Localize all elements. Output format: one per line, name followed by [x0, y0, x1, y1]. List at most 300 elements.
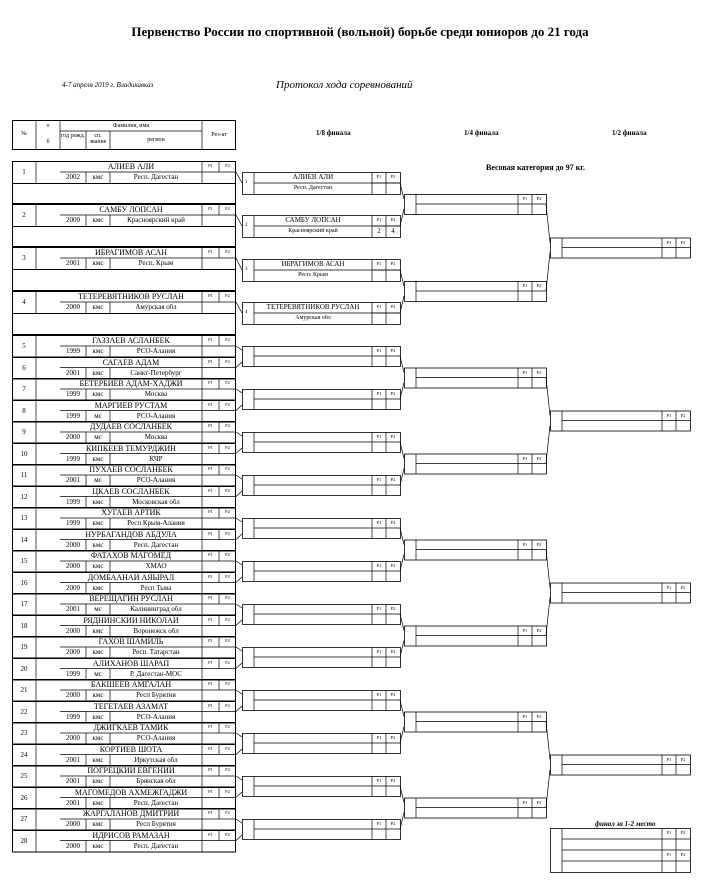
bracket-line	[236, 776, 242, 780]
athlete-number: 4	[22, 298, 26, 306]
result-p1-label: P1	[208, 724, 213, 729]
bracket-box	[13, 227, 236, 247]
r16-empty-p2-label: P2	[390, 735, 396, 740]
header-region: регион	[147, 137, 165, 143]
result-p1-label: P1	[208, 206, 213, 211]
bracket-line	[546, 204, 550, 243]
r16-region: Амурская обл	[295, 315, 331, 321]
bracket-line	[236, 819, 242, 823]
r16-number: 2	[245, 223, 248, 228]
athlete-birth-year: 2001	[66, 778, 80, 785]
athlete-number: 20	[20, 664, 28, 673]
r16-empty-p2-label: P2	[390, 778, 396, 783]
r16-p1-label: P1	[376, 261, 382, 266]
bracket-line	[236, 518, 242, 522]
round-header-qf: 1/4 финала	[464, 129, 499, 137]
athlete-number: 13	[20, 514, 28, 522]
result-p2-label: P2	[225, 380, 230, 385]
athlete-rank: кмс	[92, 455, 104, 463]
result-p2-label: P2	[225, 573, 230, 579]
r16-empty-p2-label: P2	[390, 692, 396, 697]
result-p2-label: P2	[225, 358, 230, 364]
bracket-line	[236, 346, 242, 350]
r16-empty-p1-label: P1	[376, 391, 382, 396]
bracket-line	[236, 432, 242, 436]
bracket-line	[236, 475, 242, 479]
result-p2-label: P2	[225, 745, 230, 751]
athlete-rank: кмс	[92, 735, 104, 742]
athlete-number: 25	[20, 772, 28, 780]
result-p2-label: P2	[225, 163, 230, 168]
athlete-rank: кмс	[92, 217, 104, 224]
bracket-line	[236, 561, 242, 565]
r16-number: 3	[245, 267, 248, 272]
qf-p1-label: P1	[522, 283, 528, 288]
r16-number: 1	[245, 180, 248, 185]
athlete-name: ЦКАЕВ СОСЛАНБЕК	[92, 487, 170, 496]
result-p2-label: P2	[225, 530, 230, 536]
athlete-rank: кмс	[92, 174, 104, 181]
athlete-number: 7	[22, 385, 26, 393]
athlete-rank: кмс	[92, 369, 104, 377]
bracket-line	[236, 534, 242, 540]
athlete-number: 28	[20, 836, 28, 845]
sf-p2-label: P2	[680, 239, 686, 245]
header-rank: сп. звание	[89, 133, 107, 145]
athlete-birth-year: 2000	[66, 434, 80, 441]
r16-region: Респ. Крым	[298, 272, 328, 278]
athlete-number: 21	[20, 686, 28, 694]
result-p1-label: P1	[208, 552, 213, 557]
athlete-birth-year: 2000	[66, 304, 80, 311]
result-p2-label: P2	[225, 788, 230, 794]
athlete-region: Брянская обл	[136, 778, 176, 785]
r16-p2-label: P2	[390, 261, 396, 266]
r16-p1-label: P1	[376, 304, 382, 309]
r16-name: ИБРАГИМОВ АСАН	[281, 261, 345, 268]
athlete-number: 5	[22, 342, 26, 350]
bracket-box	[13, 270, 236, 291]
result-p1-label: P1	[208, 681, 213, 686]
final-p1-label: P1	[666, 830, 672, 835]
athlete-birth-year: 1999	[66, 455, 80, 463]
result-p1-label: P1	[208, 293, 213, 298]
result-p1-label: P1	[208, 788, 213, 794]
result-p1-label: P1	[208, 423, 213, 428]
athlete-number: 15	[20, 557, 28, 565]
bracket-line	[236, 448, 242, 454]
r16-empty-p1-label: P1	[376, 735, 382, 740]
result-p2-label: P2	[225, 659, 230, 665]
r16-region: Респ. Дагестан	[293, 185, 333, 191]
athlete-birth-year: 2001	[66, 606, 80, 613]
sf-p2-label: P2	[680, 584, 686, 590]
athlete-region: Респ. Дагестан	[133, 842, 179, 850]
athlete-rank: кмс	[92, 778, 104, 785]
r16-empty-p1-label: P1	[376, 692, 382, 697]
athlete-region: Воронежск обл	[133, 627, 179, 635]
athlete-rank: кмс	[92, 756, 104, 764]
athlete-region: Р. Дагестан-МОС	[130, 670, 182, 678]
bracket-line	[236, 690, 242, 694]
result-p1-label: P1	[208, 487, 213, 493]
r16-p2-label: P2	[390, 217, 396, 222]
sf-p2-label: P2	[680, 412, 686, 418]
athlete-name: ФАТАХОВ МАГОМЕД	[90, 552, 172, 560]
result-p1-label: P1	[208, 509, 213, 514]
athlete-region: Москва	[144, 434, 168, 441]
result-p1-label: P1	[208, 337, 213, 342]
athlete-number: 14	[20, 535, 28, 544]
athlete-rank: кмс	[92, 304, 104, 311]
result-p1-label: P1	[208, 380, 213, 385]
header-surname-name: Фамилия, имя	[112, 123, 150, 129]
athlete-region: Респ. Татарстан	[132, 649, 180, 656]
r16-empty-p1-label: P1	[376, 821, 382, 826]
header-o: о	[46, 123, 50, 129]
r16-number: 4	[245, 310, 248, 315]
r16-empty-p2-label: P2	[390, 606, 396, 611]
result-p2-label: P2	[225, 616, 230, 622]
athlete-number: 12	[20, 492, 28, 501]
athlete-number: 16	[20, 578, 28, 587]
athlete-rank: кмс	[92, 584, 104, 592]
r16-empty-p2-label: P2	[390, 563, 396, 568]
r16-score-p2: 4	[391, 228, 395, 235]
r16-empty-p1-label: P1	[376, 520, 382, 525]
athlete-name: ВЕРЕЩАГИН РУСЛАН	[89, 595, 173, 603]
result-p2-label: P2	[225, 487, 230, 493]
athlete-region: Красноярский край	[127, 217, 185, 224]
bracket-line	[236, 577, 242, 583]
result-p1-label: P1	[208, 466, 213, 471]
athlete-number: 18	[20, 621, 28, 630]
athlete-name: ДЖИГКАЕВ ТАМИК	[93, 724, 169, 732]
bracket-line	[236, 835, 242, 841]
bracket-line	[236, 620, 242, 626]
bracket-line	[236, 663, 242, 669]
r16-empty-p1-label: P1	[376, 606, 382, 611]
r16-name: САМБУ ЛОПСАН	[285, 217, 341, 224]
athlete-region: РСО-Алания	[136, 735, 176, 742]
athlete-region: РСО-Алания	[136, 477, 176, 484]
bracket-box	[13, 314, 236, 335]
qf-p1-label: P1	[522, 713, 528, 719]
athlete-birth-year: 2002	[66, 174, 80, 181]
r16-region: Красноярский край	[288, 228, 338, 234]
result-p1-label: P1	[208, 767, 213, 772]
result-p1-label: P1	[208, 358, 213, 364]
athlete-name: ДОМБААНАЙ АЯЫРАЛ	[87, 573, 175, 582]
r16-name: ТЕТЕРЕВЯТНИКОВ РУСЛАН	[266, 304, 360, 311]
athlete-number: 3	[22, 254, 26, 262]
page-title: Первенство России по спортивной (вольной) борьбе среди юниоров до 21 года	[131, 24, 589, 39]
athlete-number: 23	[20, 729, 28, 737]
bracket-line	[236, 215, 242, 226]
athlete-region: Респ Тыва	[140, 584, 172, 592]
r16-empty-p1-label: P1	[376, 348, 382, 353]
qf-p1-label: P1	[522, 369, 528, 375]
bracket-line	[546, 598, 550, 636]
athlete-rank: кмс	[92, 842, 104, 850]
bracket-line	[546, 426, 550, 464]
athlete-region: Санкт-Петербург	[130, 369, 182, 377]
protocol-title: Протокол хода соревнований	[276, 79, 413, 91]
athlete-number: 10	[20, 449, 28, 458]
athlete-birth-year: 2000	[66, 735, 80, 742]
athlete-region: РСО-Алания	[136, 412, 176, 420]
header-birth-year: год рожд.	[60, 133, 86, 139]
athlete-number: 22	[20, 707, 28, 716]
athlete-name: РЯДНИНСКИЙ НИКОЛАЙ	[83, 616, 179, 625]
bracket-line	[236, 604, 242, 608]
result-p2-label: P2	[225, 401, 230, 407]
result-p1-label: P1	[208, 401, 213, 407]
athlete-rank: кмс	[92, 498, 104, 506]
athlete-birth-year: 1999	[66, 713, 80, 721]
r16-p2-label: P2	[390, 304, 396, 309]
result-p2-label: P2	[225, 337, 230, 342]
athlete-number: 8	[22, 406, 26, 415]
athlete-rank: мс	[94, 477, 102, 484]
athlete-region: Калининград обл	[130, 606, 182, 613]
r16-score-p1: 2	[377, 228, 381, 235]
athlete-region: Респ. Дагестан	[133, 174, 179, 181]
r16-empty-p2-label: P2	[390, 391, 396, 396]
r16-empty-p2-label: P2	[390, 649, 396, 654]
result-p2-label: P2	[225, 767, 230, 772]
athlete-rank: кмс	[92, 391, 104, 398]
bracket-line	[546, 378, 550, 416]
sf-p1-label: P1	[666, 412, 672, 418]
r16-empty-p2-label: P2	[390, 821, 396, 826]
result-p1-label: P1	[208, 595, 213, 600]
athlete-number: 9	[22, 428, 26, 436]
r16-p1-label: P1	[376, 174, 382, 179]
bracket-line	[236, 362, 242, 368]
athlete-name: АЛИЕВ АЛИ	[107, 163, 155, 171]
athlete-rank: кмс	[92, 649, 104, 656]
bracket-line	[546, 770, 550, 808]
bracket-line	[546, 550, 550, 588]
r16-empty-p1-label: P1	[376, 778, 382, 783]
athlete-birth-year: 2000	[66, 842, 80, 850]
athlete-rank: кмс	[92, 260, 104, 267]
athlete-birth-year: 2001	[66, 477, 80, 484]
athlete-region: Респ. Дагестан	[133, 541, 179, 549]
athlete-region: РСО-Алания	[136, 348, 176, 355]
result-p1-label: P1	[208, 444, 213, 450]
athlete-birth-year: 2000	[66, 692, 80, 699]
result-p2-label: P2	[225, 552, 230, 557]
athlete-region: Иркутская обл	[134, 756, 178, 764]
r16-empty-p1-label: P1	[376, 563, 382, 568]
qf-p2-label: P2	[536, 627, 542, 633]
result-p2-label: P2	[225, 249, 230, 254]
athlete-region: Московская обл	[132, 498, 180, 506]
athlete-rank: мс	[94, 434, 102, 441]
athlete-rank: мс	[94, 670, 102, 678]
athlete-rank: кмс	[92, 821, 104, 828]
qf-p2-label: P2	[536, 799, 542, 805]
athlete-birth-year: 1999	[66, 498, 80, 506]
bracket-line	[236, 706, 242, 712]
result-p1-label: P1	[208, 745, 213, 751]
athlete-name: САГАЕВ АДАМ	[102, 358, 160, 367]
result-p2-label: P2	[225, 702, 230, 708]
bracket-box	[13, 184, 236, 204]
sf-p2-label: P2	[680, 756, 686, 762]
athlete-rank: кмс	[92, 348, 104, 355]
athlete-rank: кмс	[92, 692, 104, 699]
athlete-birth-year: 1999	[66, 670, 80, 678]
result-p1-label: P1	[208, 530, 213, 536]
athlete-name: АЛИХАНОВ ШАРАП	[92, 659, 170, 668]
bracket-line	[546, 722, 550, 760]
result-p1-label: P1	[208, 163, 213, 168]
r16-empty-p2-label: P2	[390, 520, 396, 525]
result-p2-label: P2	[225, 724, 230, 729]
sf-p1-label: P1	[666, 756, 672, 762]
athlete-rank: кмс	[92, 799, 104, 807]
athlete-number: 6	[22, 363, 26, 372]
r16-empty-p1-label: P1	[376, 649, 382, 654]
qf-p1-label: P1	[522, 455, 528, 461]
athlete-name: ГАЗЗАЕВ АСЛАНБЕК	[92, 337, 170, 345]
athlete-number: 27	[20, 815, 28, 823]
r16-empty-p2-label: P2	[390, 477, 396, 482]
athlete-name: САМБУ ЛОПСАН	[99, 206, 163, 214]
athlete-birth-year: 2000	[66, 217, 80, 224]
qf-p2-label: P2	[536, 369, 542, 375]
athlete-number: 11	[20, 471, 28, 479]
athlete-rank: кмс	[92, 541, 104, 549]
athlete-name: БАКШЕЕВ АМГАЛАН	[90, 681, 172, 689]
bracket-line	[236, 405, 242, 411]
athlete-birth-year: 1999	[66, 412, 80, 420]
athlete-birth-year: 2001	[66, 260, 80, 267]
bracket-line	[236, 491, 242, 497]
bracket-line	[236, 258, 242, 270]
final-p2-label-2: P2	[680, 852, 686, 857]
athlete-birth-year: 2000	[66, 627, 80, 635]
bracket-line	[236, 647, 242, 651]
athlete-rank: кмс	[92, 713, 104, 721]
athlete-birth-year: 2000	[66, 563, 80, 570]
r16-empty-p2-label: P2	[390, 434, 396, 439]
date-location: 4-7 апреля 2019 г. Владикавказ	[62, 81, 154, 89]
athlete-region: Респ. Дагестан	[133, 799, 179, 807]
athlete-name: НУРБАГАНДОВ АБДУЛА	[85, 530, 177, 539]
qf-p2-label: P2	[536, 455, 542, 461]
result-p2-label: P2	[225, 444, 230, 450]
bracket-line	[236, 172, 242, 183]
athlete-birth-year: 1999	[66, 391, 80, 398]
bracket-line	[236, 389, 242, 393]
result-p1-label: P1	[208, 810, 213, 815]
bracket-line	[236, 302, 242, 313]
athlete-name: ТЕТЕРЕВЯТНИКОВ РУСЛАН	[78, 293, 184, 301]
athlete-number: 19	[20, 643, 28, 651]
r16-empty-p2-label: P2	[390, 348, 396, 353]
qf-p1-label: P1	[522, 627, 528, 633]
bracket-line	[546, 253, 550, 292]
athlete-name: ПОГРЕЦКИЙ ЕВГЕНИЙ	[87, 767, 175, 775]
header-b: б	[46, 139, 50, 145]
sf-p1-label: P1	[666, 584, 672, 590]
athlete-name: МАГОМЕДОВ АХМЕЖГАДЖИ	[74, 788, 188, 797]
athlete-region: КЧР	[149, 455, 163, 463]
result-p2-label: P2	[225, 293, 230, 298]
final-p2-label: P2	[680, 830, 686, 835]
result-p2-label: P2	[225, 206, 230, 211]
athlete-rank: кмс	[92, 627, 104, 635]
athlete-region: РСО-Алания	[136, 713, 176, 721]
qf-p1-label: P1	[522, 799, 528, 805]
qf-p1-label: P1	[522, 196, 528, 201]
athlete-name: ИДРИСОВ РАМАЗАН	[92, 831, 170, 840]
qf-p2-label: P2	[536, 713, 542, 719]
bracket-line	[236, 733, 242, 737]
header-no: №	[21, 131, 27, 137]
athlete-number: 24	[20, 750, 28, 759]
athlete-region: Респ Бурятия	[136, 821, 176, 828]
r16-empty-p1-label: P1	[376, 434, 382, 439]
sf-p1-label: P1	[666, 239, 672, 245]
final-label: финал за 1-2 место	[595, 820, 656, 828]
athlete-birth-year: 1999	[66, 348, 80, 355]
athlete-birth-year: 2000	[66, 584, 80, 592]
athlete-birth-year: 2000	[66, 649, 80, 656]
athlete-region: Респ Крым-Алания	[127, 520, 185, 527]
athlete-number: 26	[20, 793, 28, 802]
athlete-name: ЖАРГАЛАНОВ ДМИТРИЙ	[82, 810, 180, 818]
result-p1-label: P1	[208, 638, 213, 643]
athlete-name: МАРГИЕВ РУСТАМ	[94, 401, 168, 410]
result-p2-label: P2	[225, 638, 230, 643]
athlete-rank: мс	[94, 412, 102, 420]
result-p2-label: P2	[225, 681, 230, 686]
result-p2-label: P2	[225, 509, 230, 514]
result-p2-label: P2	[225, 423, 230, 428]
athlete-rank: кмс	[92, 520, 104, 527]
round-header-r16: 1/8 финала	[316, 129, 351, 137]
athlete-region: Респ Бурятия	[136, 692, 176, 699]
r16-p1-label: P1	[376, 217, 382, 222]
result-p1-label: P1	[208, 573, 213, 579]
athlete-birth-year: 2000	[66, 821, 80, 828]
athlete-birth-year: 2000	[66, 541, 80, 549]
athlete-number: 1	[22, 168, 26, 176]
result-p1-label: P1	[208, 659, 213, 665]
athlete-name: КОРТИЕВ ШОТА	[99, 745, 163, 754]
result-p1-label: P1	[208, 702, 213, 708]
result-p2-label: P2	[225, 831, 230, 837]
athlete-rank: кмс	[92, 563, 104, 570]
athlete-region: Респ. Крым	[138, 260, 174, 267]
athlete-name: ДУДАЕВ СОСЛАНБЕК	[89, 423, 172, 431]
athlete-name: БЕТЕРБИЕВ АДАМ-ХАДЖИ	[79, 380, 183, 388]
athlete-name: ХУГАЕВ АРТИК	[101, 509, 161, 517]
athlete-name: ИБРАГИМОВ АСАН	[94, 249, 168, 257]
result-p2-label: P2	[225, 466, 230, 471]
r16-empty-p1-label: P1	[376, 477, 382, 482]
athlete-birth-year: 2001	[66, 369, 80, 377]
athlete-region: Амурская обл	[135, 304, 177, 311]
qf-p1-label: P1	[522, 541, 528, 547]
qf-p2-label: P2	[536, 283, 542, 288]
result-p1-label: P1	[208, 616, 213, 622]
